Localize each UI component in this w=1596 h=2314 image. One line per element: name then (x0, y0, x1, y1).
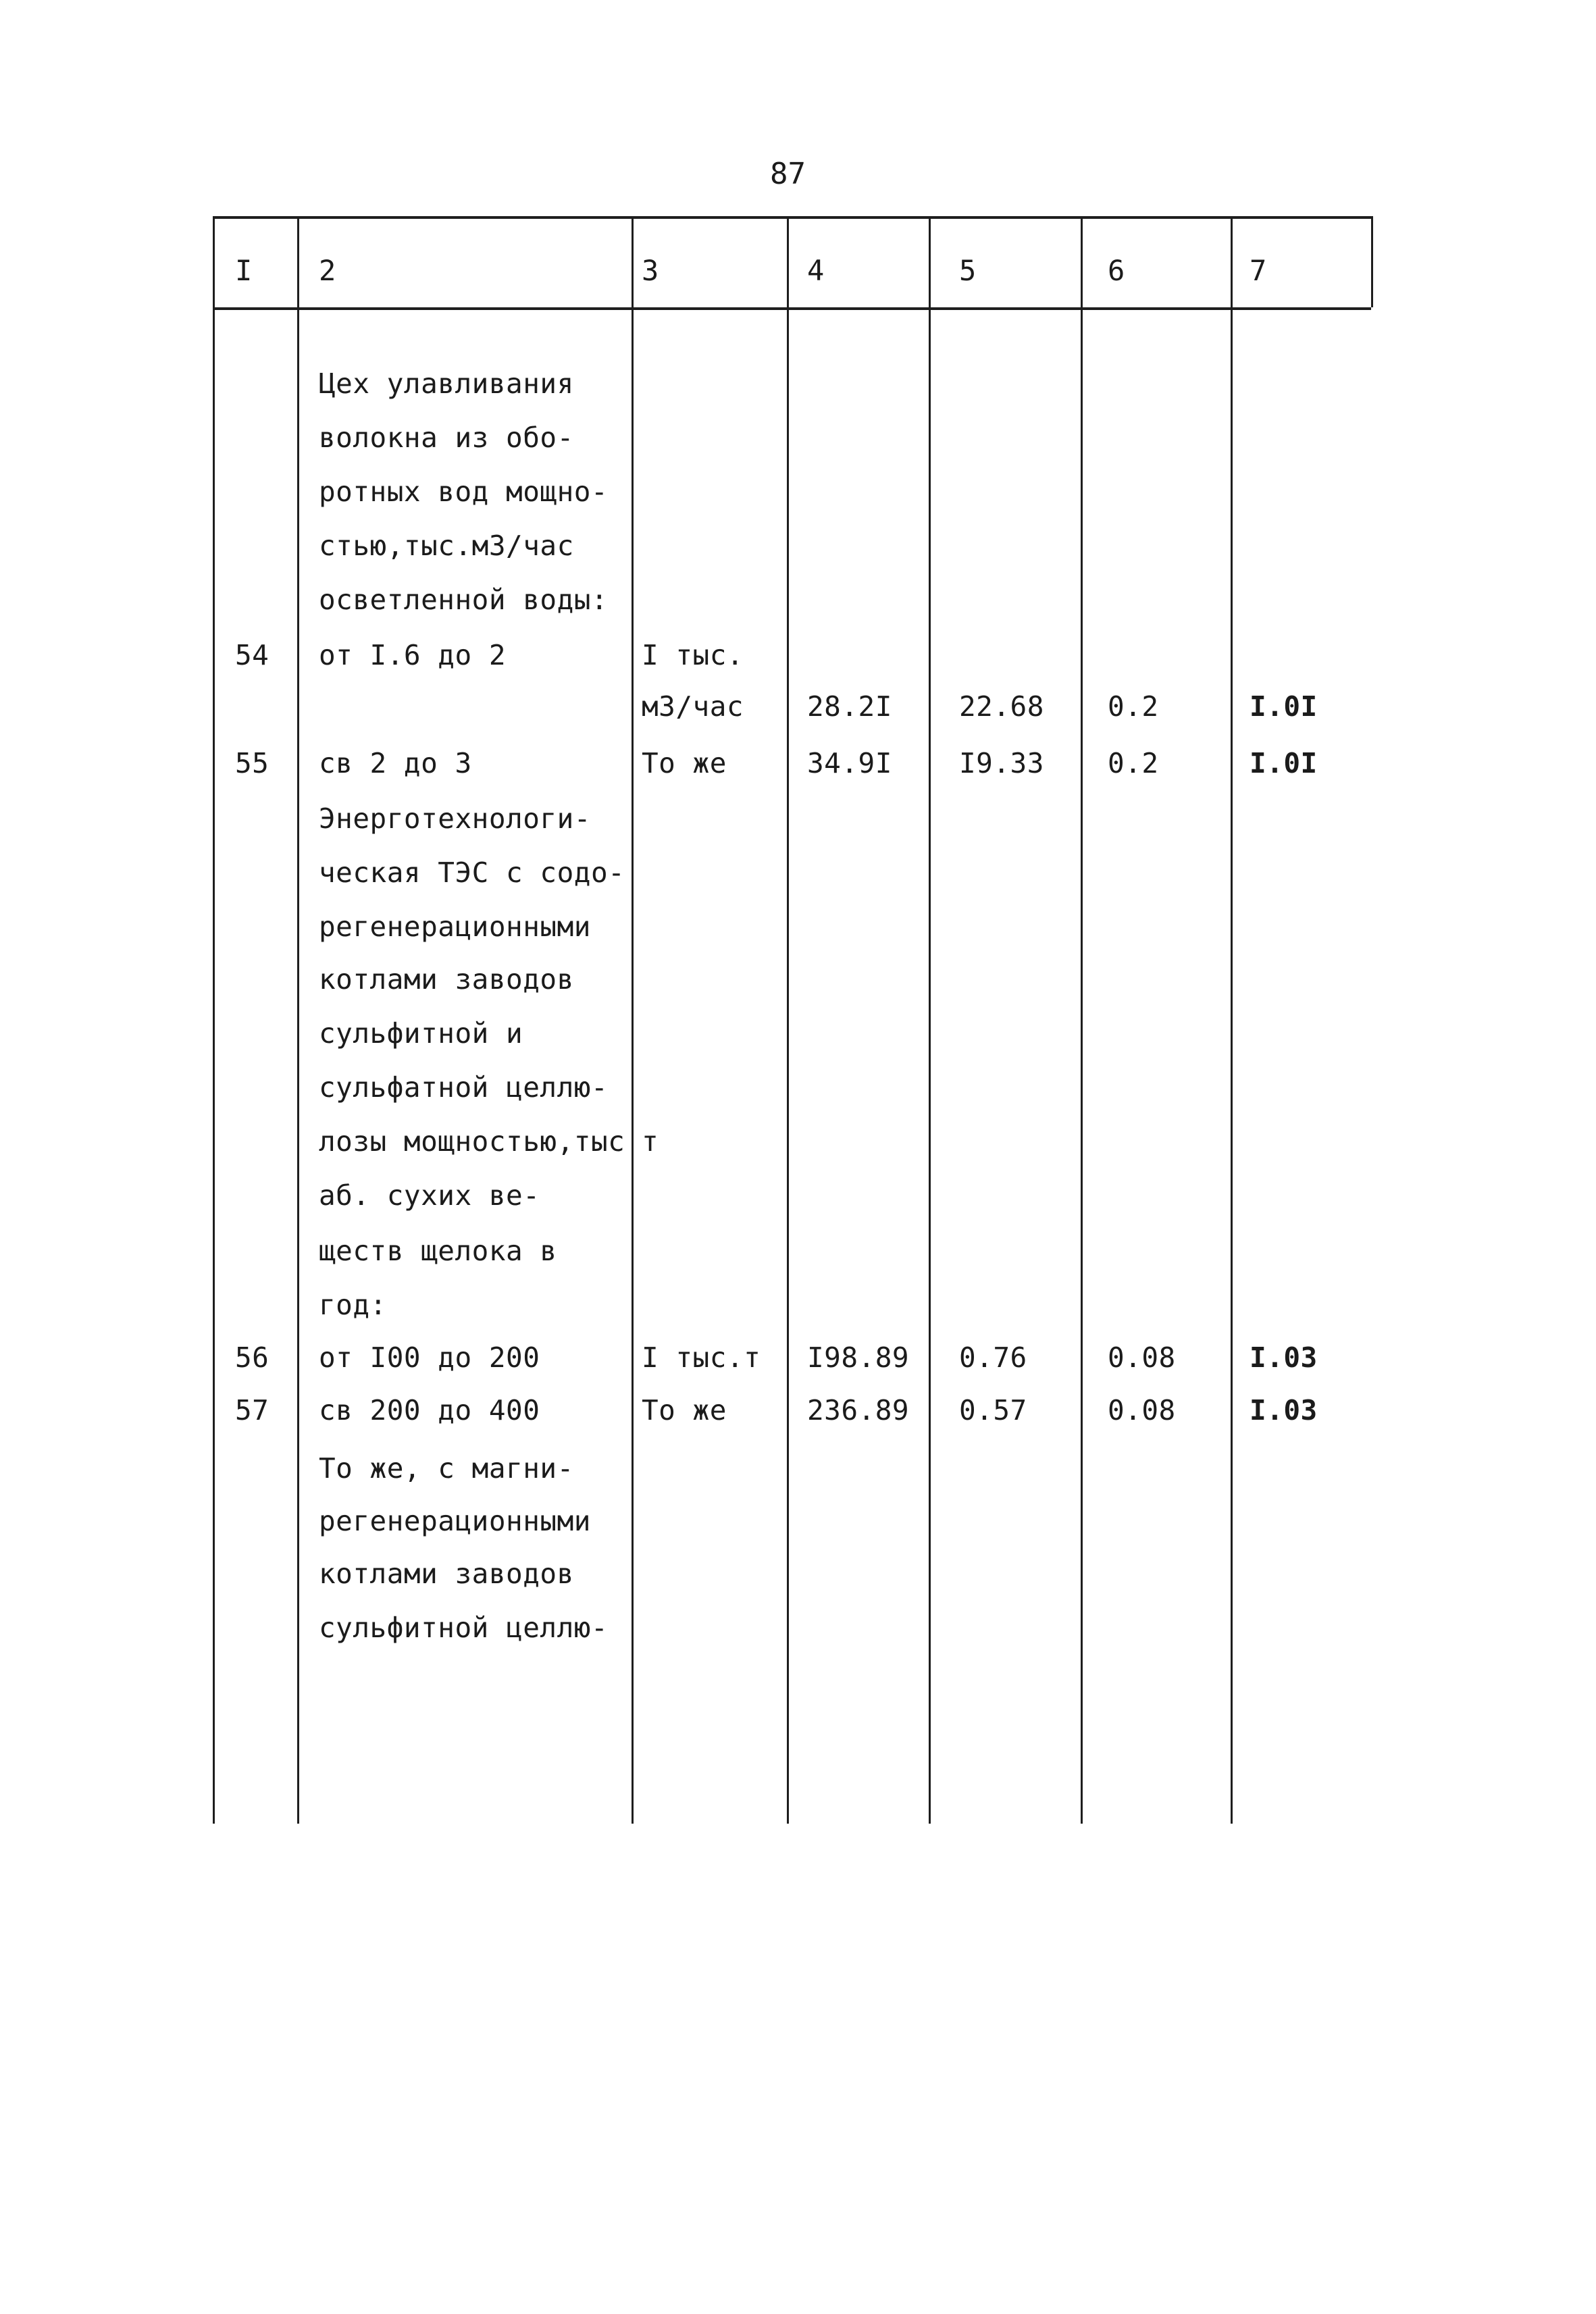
cell-c7: I.03 (1250, 1341, 1318, 1374)
cell-no: 54 (235, 639, 269, 671)
cell-name: сульфитной и (319, 1017, 523, 1050)
cell-name: котлами заводов (319, 1558, 574, 1590)
cell-name: от I.6 до 2 (319, 639, 507, 671)
header-cell-7: 7 (1250, 254, 1267, 287)
cell-no: 57 (235, 1394, 269, 1426)
cell-c6: 0.2 (1108, 747, 1159, 779)
column-rule-5 (1081, 216, 1083, 1824)
cell-no: 55 (235, 747, 269, 779)
header-top-rule (213, 216, 1371, 219)
cell-name: То же, с магни- (319, 1452, 574, 1485)
cell-c5: I9.33 (959, 747, 1044, 779)
cell-name: аб. сухих ве- (319, 1179, 540, 1212)
cell-c5: 0.57 (959, 1394, 1027, 1426)
cell-c4: I98.89 (807, 1341, 910, 1374)
cell-unit: I тыс.т (642, 1341, 761, 1374)
header-cell-2: 2 (319, 254, 336, 287)
cell-name: св 200 до 400 (319, 1394, 540, 1426)
cell-c6: 0.2 (1108, 690, 1159, 723)
cell-c6: 0.08 (1108, 1341, 1176, 1374)
cell-name: котлами заводов (319, 963, 574, 996)
header-cell-1: I (235, 254, 253, 287)
cell-name: ротных вод мощно- (319, 475, 609, 508)
cell-name: стью,тыс.м3/час (319, 530, 574, 562)
cell-unit: То же (642, 1394, 727, 1426)
cell-name: ществ щелока в (319, 1235, 557, 1267)
cell-c7: I.0I (1250, 690, 1318, 723)
cell-unit: м3/час (642, 690, 744, 723)
cell-c4: 28.2I (807, 690, 892, 723)
header-cell-4: 4 (807, 254, 825, 287)
header-right-rule (1371, 216, 1373, 307)
header-bottom-rule (213, 307, 1371, 310)
cell-name: осветленной воды: (319, 584, 609, 616)
cell-name: сульфитной целлю- (319, 1612, 609, 1644)
cell-c4: 236.89 (807, 1394, 910, 1426)
cell-name: регенерационными (319, 910, 591, 943)
cell-name: лозы мощностью,тыс (319, 1125, 625, 1158)
cell-name: сульфатной целлю- (319, 1071, 609, 1104)
column-rule-0 (213, 216, 215, 1824)
cell-name: ческая ТЭС с содо- (319, 856, 625, 889)
cell-name: регенерационными (319, 1505, 591, 1537)
column-rule-3 (787, 216, 789, 1824)
cell-c6: 0.08 (1108, 1394, 1176, 1426)
column-rule-2 (632, 216, 634, 1824)
cell-unit: То же (642, 747, 727, 779)
cell-c5: 0.76 (959, 1341, 1027, 1374)
column-rule-1 (297, 216, 299, 1824)
header-cell-6: 6 (1108, 254, 1125, 287)
cell-c7: I.03 (1250, 1394, 1318, 1426)
header-cell-3: 3 (642, 254, 659, 287)
cell-no: 56 (235, 1341, 269, 1374)
cell-c4: 34.9I (807, 747, 892, 779)
cell-name: волокна из обо- (319, 421, 574, 454)
cell-name: год: (319, 1289, 387, 1321)
cell-c7: I.0I (1250, 747, 1318, 779)
column-rule-6 (1231, 216, 1233, 1824)
cell-name: св 2 до 3 (319, 747, 472, 779)
cell-name: Цех улавливания (319, 367, 574, 400)
cell-name: от I00 до 200 (319, 1341, 540, 1374)
header-cell-5: 5 (959, 254, 977, 287)
column-rule-4 (929, 216, 931, 1824)
cell-c5: 22.68 (959, 690, 1044, 723)
page-number: 87 (770, 157, 806, 191)
cell-name: Энерготехнологи- (319, 802, 591, 835)
cell-unit: I тыс. (642, 639, 744, 671)
cell-unit: т (642, 1125, 659, 1158)
